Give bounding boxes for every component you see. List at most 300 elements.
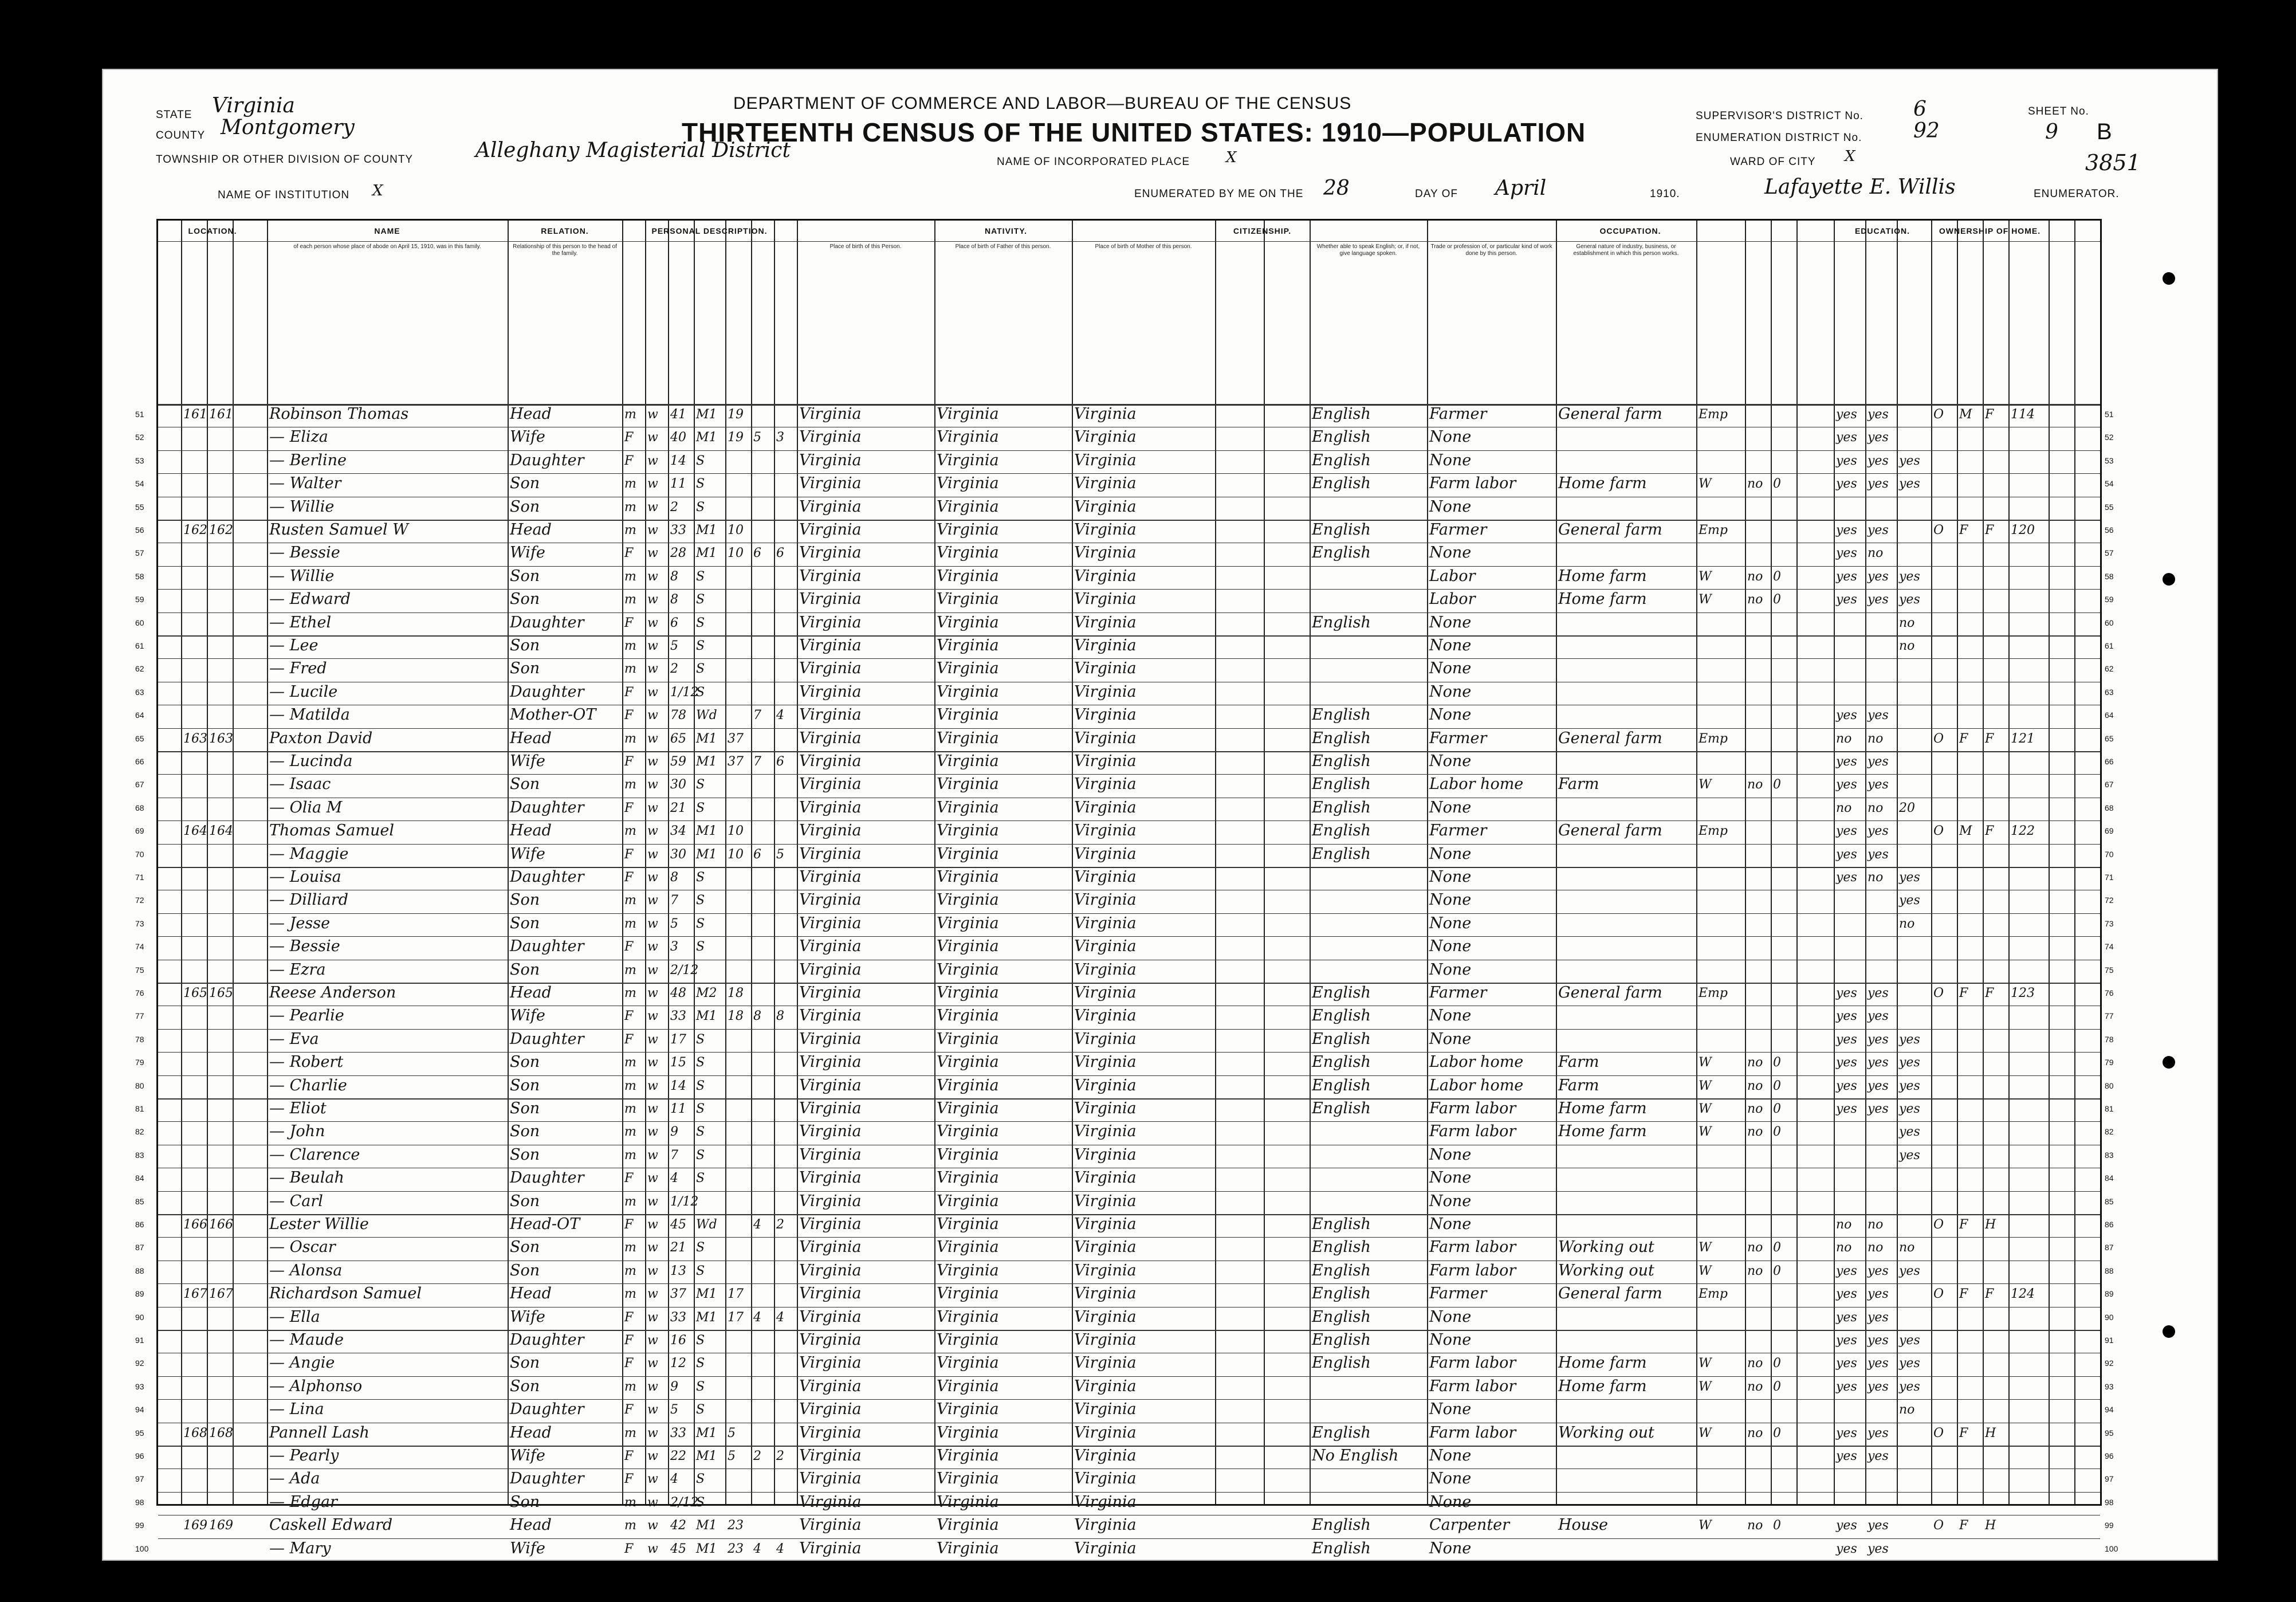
- cell-age: 41: [670, 407, 686, 422]
- cell-yrs: 23: [728, 1541, 744, 1556]
- cell-ow: 0: [1773, 1240, 1781, 1255]
- cell-trade: None: [1429, 1331, 1472, 1349]
- line-number: 66: [2105, 757, 2114, 766]
- line-number: 68: [135, 803, 144, 812]
- cell-lang: English: [1312, 1516, 1371, 1534]
- cell-ow: 0: [1773, 778, 1781, 792]
- cell-rd: yes: [1836, 755, 1857, 769]
- state-label: STATE: [156, 109, 192, 121]
- cell-trade: None: [1429, 914, 1472, 932]
- cell-trade: None: [1429, 960, 1472, 979]
- cell-ch1: 4: [753, 1541, 761, 1556]
- cell-ms: M1: [696, 407, 717, 422]
- township-value: Alleghany Magisterial District: [475, 139, 791, 162]
- cell-ms: M1: [696, 1310, 717, 1325]
- cell-rd: yes: [1836, 523, 1857, 537]
- table-row: [158, 404, 2100, 427]
- cell-mb: Virginia: [1074, 521, 1137, 539]
- cell-ow: 0: [1773, 1426, 1781, 1440]
- cell-trade: None: [1429, 637, 1472, 654]
- cell-ms: S: [696, 870, 705, 885]
- cell-name: — Olia M: [269, 798, 343, 816]
- line-number: 51: [2105, 410, 2114, 419]
- cell-fam: 167: [209, 1287, 233, 1302]
- cell-fb: Virginia: [937, 1238, 999, 1257]
- cell-rd: yes: [1836, 546, 1857, 561]
- cell-fam: 165: [209, 986, 233, 1000]
- cell-rd: yes: [1836, 1102, 1857, 1116]
- cell-mort: F: [1959, 1518, 1968, 1533]
- cell-ch1: 7: [753, 708, 761, 723]
- cell-wr: no: [1868, 1240, 1884, 1255]
- cell-farm: F: [1985, 986, 1994, 1000]
- cell-mort: M: [1959, 407, 1972, 422]
- cell-trade: Farmer: [1429, 1285, 1487, 1303]
- cell-age: 5: [670, 639, 678, 653]
- cell-sch: yes: [1899, 893, 1920, 908]
- cell-farm: F: [1985, 523, 1994, 537]
- cell-name: Paxton David: [269, 729, 373, 747]
- cell-ch2: 3: [776, 430, 784, 445]
- cell-sch: yes: [1899, 1148, 1920, 1163]
- cell-age: 48: [670, 986, 686, 1000]
- enumeration-district-no: 92: [1913, 119, 1940, 143]
- cell-race: w: [647, 546, 658, 561]
- line-number: 100: [135, 1544, 149, 1553]
- cell-name: — Carl: [269, 1192, 323, 1210]
- header-lang: Whether able to speak English; or, if not, give language spoken.: [1316, 244, 1420, 257]
- cell-trade: Labor: [1429, 590, 1476, 608]
- cell-pb: Virginia: [799, 1169, 862, 1187]
- cell-trade: Farmer: [1429, 521, 1487, 539]
- cell-ch1: 2: [753, 1449, 761, 1463]
- cell-name: — Bessie: [269, 937, 340, 956]
- cell-age: 33: [670, 523, 686, 537]
- cell-mb: Virginia: [1074, 405, 1137, 423]
- line-number: 61: [2105, 641, 2114, 650]
- table-row: [158, 1468, 2100, 1491]
- line-number: 90: [135, 1312, 144, 1322]
- cell-pb: Virginia: [799, 752, 862, 770]
- cell-rel: Daughter: [510, 1400, 584, 1419]
- cell-wr: yes: [1868, 1078, 1889, 1093]
- cell-wr: yes: [1868, 1333, 1889, 1348]
- cell-mb: Virginia: [1074, 1539, 1137, 1557]
- cell-rel: Son: [510, 590, 540, 608]
- line-number: 68: [2105, 803, 2114, 812]
- cell-pb: Virginia: [799, 845, 862, 863]
- line-number: 84: [135, 1173, 144, 1183]
- line-number: 78: [2105, 1034, 2114, 1044]
- cell-sex: F: [624, 708, 634, 723]
- cell-cls: W: [1699, 1518, 1712, 1533]
- line-number: 98: [135, 1497, 144, 1507]
- cell-pb: Virginia: [799, 613, 862, 631]
- cell-race: w: [647, 1379, 658, 1394]
- cell-fb: Virginia: [937, 521, 999, 539]
- cell-pb: Virginia: [799, 822, 862, 840]
- cell-ms: S: [696, 778, 705, 792]
- cell-pb: Virginia: [799, 1030, 862, 1048]
- cell-rd: yes: [1836, 778, 1857, 792]
- cell-rd: yes: [1836, 708, 1857, 723]
- cell-age: 16: [670, 1333, 686, 1348]
- group-name: NAME: [374, 226, 400, 235]
- line-number: 76: [2105, 988, 2114, 998]
- line-number: 67: [135, 780, 144, 790]
- cell-fb: Virginia: [937, 914, 999, 932]
- cell-pb: Virginia: [799, 1331, 862, 1349]
- line-number: 52: [2105, 433, 2114, 442]
- table-row: [158, 1075, 2100, 1098]
- cell-ms: S: [696, 1379, 705, 1394]
- cell-pb: Virginia: [799, 682, 862, 701]
- cell-ch2: 8: [776, 1009, 784, 1024]
- cell-rel: Wife: [510, 752, 545, 770]
- cell-rd: no: [1836, 731, 1852, 746]
- cell-wk: no: [1747, 1356, 1763, 1371]
- cell-own: O: [1933, 731, 1944, 746]
- cell-rd: yes: [1836, 1009, 1857, 1024]
- cell-sex: F: [624, 1356, 634, 1371]
- table-row: [158, 1121, 2100, 1144]
- cell-name: — Alphonso: [269, 1377, 363, 1395]
- cell-farm: F: [1985, 824, 1994, 839]
- cell-sch: yes: [1899, 1333, 1920, 1348]
- cell-trade: None: [1429, 451, 1472, 469]
- cell-mb: Virginia: [1074, 637, 1137, 654]
- line-number: 70: [2105, 849, 2114, 859]
- cell-rel: Head: [510, 1423, 552, 1442]
- line-number: 53: [135, 456, 144, 465]
- cell-ms: S: [696, 1171, 705, 1186]
- table-row: [158, 820, 2100, 843]
- cell-pb: Virginia: [799, 1307, 862, 1326]
- cell-lang: English: [1312, 1307, 1371, 1326]
- cell-ms: M2: [696, 986, 717, 1000]
- cell-lang: English: [1312, 706, 1371, 724]
- cell-fam: 162: [209, 523, 233, 537]
- cell-race: w: [647, 1263, 658, 1278]
- table-row: [158, 589, 2100, 612]
- enumeration-month: April: [1495, 176, 1547, 200]
- row-rule: [158, 241, 2100, 242]
- line-number: 78: [135, 1034, 144, 1044]
- cell-sch: yes: [1899, 1263, 1920, 1278]
- cell-name: — Willie: [269, 567, 335, 585]
- cell-rel: Son: [510, 1076, 540, 1094]
- cell-mb: Virginia: [1074, 497, 1137, 516]
- cell-mb: Virginia: [1074, 706, 1137, 724]
- cell-ch1: 7: [753, 755, 761, 769]
- cell-mb: Virginia: [1074, 1447, 1137, 1464]
- cell-ms: M1: [696, 755, 717, 769]
- cell-sex: F: [624, 1009, 634, 1024]
- cell-rel: Wife: [510, 428, 545, 446]
- table-row: [158, 960, 2100, 983]
- cell-rd: yes: [1836, 1379, 1857, 1394]
- cell-cls: W: [1699, 1379, 1712, 1394]
- table-row: [158, 543, 2100, 566]
- cell-lang: English: [1312, 428, 1371, 446]
- cell-wk: no: [1747, 1240, 1763, 1255]
- cell-pb: Virginia: [799, 1238, 862, 1257]
- line-number: 73: [2105, 918, 2114, 928]
- cell-age: 9: [670, 1125, 678, 1140]
- cell-rel: Daughter: [510, 613, 584, 631]
- cell-rel: Wife: [510, 845, 545, 863]
- cell-name: — Lucinda: [269, 752, 353, 770]
- cell-trade: None: [1429, 1539, 1472, 1557]
- cell-race: w: [647, 1055, 658, 1070]
- cell-name: Caskell Edward: [269, 1516, 393, 1534]
- cell-wk: no: [1747, 1263, 1763, 1278]
- cell-dw: 161: [183, 407, 207, 422]
- cell-mort: M: [1959, 824, 1972, 839]
- cell-sex: m: [624, 639, 636, 653]
- cell-rel: Son: [510, 637, 540, 654]
- cell-age: 33: [670, 1310, 686, 1325]
- cell-name: — Pearlie: [269, 1007, 344, 1025]
- cell-wr: yes: [1868, 1287, 1889, 1302]
- cell-yrs: 19: [728, 430, 744, 445]
- cell-lang: English: [1312, 984, 1371, 1002]
- header-trade: Trade or profession of, or particular kind of work done by this person.: [1430, 244, 1552, 257]
- cell-yrs: 10: [728, 847, 744, 862]
- cell-sex: F: [624, 800, 634, 815]
- cell-mb: Virginia: [1074, 544, 1137, 562]
- group-ownership: OWNERSHIP OF HOME.: [1939, 226, 2041, 235]
- cell-ch2: 6: [776, 755, 784, 769]
- cell-ch1: 5: [753, 430, 761, 445]
- cell-sex: m: [624, 963, 636, 977]
- cell-sex: m: [624, 1495, 636, 1510]
- cell-rd: yes: [1836, 477, 1857, 492]
- cell-mb: Virginia: [1074, 1307, 1137, 1326]
- cell-rel: Head: [510, 1516, 552, 1534]
- cell-pb: Virginia: [799, 428, 862, 446]
- cell-rd: yes: [1836, 592, 1857, 607]
- table-row: [158, 612, 2100, 635]
- cell-mb: Virginia: [1074, 937, 1137, 956]
- cell-rel: Son: [510, 1192, 540, 1210]
- cell-race: w: [647, 1449, 658, 1463]
- cell-ms: M1: [696, 1426, 717, 1440]
- enumerated-label: ENUMERATED BY ME ON THE: [1134, 188, 1304, 200]
- county-value: Montgomery: [221, 116, 355, 139]
- line-number: 57: [2105, 548, 2114, 558]
- cell-sex: m: [624, 1287, 636, 1302]
- cell-name: Thomas Samuel: [269, 822, 394, 840]
- cell-yrs: 17: [728, 1310, 744, 1325]
- line-number: 89: [135, 1289, 144, 1299]
- place-label: NAME OF INCORPORATED PLACE: [997, 156, 1190, 168]
- cell-rd: yes: [1836, 870, 1857, 885]
- cell-race: w: [647, 592, 658, 607]
- cell-sex: F: [624, 1403, 634, 1418]
- cell-sch: yes: [1899, 1055, 1920, 1070]
- cell-ms: S: [696, 1148, 705, 1163]
- cell-yrs: 17: [728, 1287, 744, 1302]
- cell-lang: English: [1312, 798, 1371, 816]
- cell-ind: Farm: [1558, 1053, 1599, 1071]
- cell-mb: Virginia: [1074, 1261, 1137, 1279]
- cell-wk: no: [1747, 1379, 1763, 1394]
- cell-lang: English: [1312, 405, 1371, 423]
- cell-age: 7: [670, 893, 678, 908]
- cell-ms: S: [696, 1032, 705, 1047]
- cell-trade: None: [1429, 428, 1472, 446]
- cell-age: 11: [670, 1102, 686, 1116]
- cell-lang: English: [1312, 1354, 1371, 1372]
- cell-name: — Clarence: [269, 1145, 360, 1164]
- cell-age: 7: [670, 1148, 678, 1163]
- enumeration-year: 1910.: [1650, 188, 1680, 200]
- line-number: 83: [135, 1150, 144, 1160]
- cell-ms: S: [696, 916, 705, 931]
- cell-trade: Farmer: [1429, 984, 1487, 1002]
- line-number: 69: [2105, 826, 2114, 836]
- cell-fb: Virginia: [937, 1516, 999, 1534]
- cell-fb: Virginia: [937, 428, 999, 446]
- cell-age: 8: [670, 569, 678, 584]
- cell-trade: Farm labor: [1429, 1354, 1516, 1372]
- sheet-label: SHEET No.: [2028, 105, 2089, 117]
- cell-fb: Virginia: [937, 1307, 999, 1326]
- cell-trade: Labor home: [1429, 1053, 1524, 1071]
- cell-sex: m: [624, 662, 636, 677]
- group-education: EDUCATION.: [1854, 226, 1910, 235]
- cell-fb: Virginia: [937, 1539, 999, 1557]
- punch-hole: [2163, 573, 2175, 586]
- cell-pb: Virginia: [799, 1447, 862, 1464]
- cell-fb: Virginia: [937, 659, 999, 678]
- cell-mb: Virginia: [1074, 868, 1137, 886]
- line-number: 93: [135, 1381, 144, 1391]
- cell-wr: no: [1868, 1218, 1884, 1232]
- cell-trade: Farm labor: [1429, 1423, 1516, 1442]
- cell-yrs: 10: [728, 546, 744, 561]
- cell-own: O: [1933, 1426, 1944, 1440]
- cell-trade: Farm labor: [1429, 1122, 1516, 1141]
- cell-rel: Son: [510, 659, 540, 678]
- cell-cls: W: [1699, 592, 1712, 607]
- cell-pb: Virginia: [799, 914, 862, 932]
- cell-mb: Virginia: [1074, 1169, 1137, 1187]
- cell-ms: M1: [696, 824, 717, 839]
- line-number: 82: [135, 1127, 144, 1137]
- cell-pb: Virginia: [799, 1007, 862, 1025]
- cell-wk: no: [1747, 1102, 1763, 1116]
- cell-trade: Carpenter: [1429, 1516, 1510, 1534]
- line-number: 76: [135, 988, 144, 998]
- cell-cls: Emp: [1699, 523, 1728, 537]
- line-number: 100: [2105, 1544, 2118, 1553]
- cell-race: w: [647, 477, 658, 492]
- cell-fb: Virginia: [937, 544, 999, 562]
- line-number: 56: [135, 525, 144, 535]
- header-fb: Place of birth of Father of this person.: [955, 244, 1051, 250]
- cell-race: w: [647, 731, 658, 746]
- cell-trade: None: [1429, 798, 1472, 816]
- cell-yrs: 10: [728, 824, 744, 839]
- header-ind: General nature of industry, business, or establishment in which this person works.: [1573, 244, 1679, 257]
- cell-fb: Virginia: [937, 613, 999, 631]
- cell-ch1: 8: [753, 1009, 761, 1024]
- cell-fb: Virginia: [937, 497, 999, 516]
- cell-wr: yes: [1868, 755, 1889, 769]
- cell-ind: Working out: [1558, 1238, 1654, 1257]
- cell-age: 21: [670, 1240, 686, 1255]
- cell-ow: 0: [1773, 592, 1781, 607]
- cell-race: w: [647, 569, 658, 584]
- cell-ms: S: [696, 1240, 705, 1255]
- cell-wr: no: [1868, 731, 1884, 746]
- cell-race: w: [647, 407, 658, 422]
- table-row: [158, 1191, 2100, 1214]
- cell-pb: Virginia: [799, 474, 862, 493]
- line-number: 87: [2105, 1243, 2114, 1252]
- cell-name: — Ezra: [269, 960, 326, 979]
- cell-race: w: [647, 1218, 658, 1232]
- cell-sex: F: [624, 755, 634, 769]
- cell-trade: None: [1429, 1493, 1472, 1511]
- census-sheet: [102, 69, 2218, 1561]
- cell-age: 11: [670, 477, 686, 492]
- cell-sch: no: [1899, 615, 1915, 630]
- cell-rel: Head: [510, 729, 552, 747]
- cell-race: w: [647, 1472, 658, 1487]
- cell-name: — Edgar: [269, 1493, 337, 1511]
- sheet-letter: B: [2097, 119, 2112, 144]
- line-number: 71: [135, 873, 144, 882]
- cell-mb: Virginia: [1074, 1100, 1137, 1117]
- cell-race: w: [647, 639, 658, 653]
- cell-sex: m: [624, 778, 636, 792]
- cell-wr: yes: [1868, 1449, 1889, 1463]
- cell-trade: None: [1429, 1215, 1472, 1233]
- cell-ms: S: [696, 1356, 705, 1371]
- line-number: 59: [135, 595, 144, 604]
- line-number: 66: [135, 757, 144, 766]
- cell-rel: Wife: [510, 1447, 545, 1464]
- cell-ch2: 2: [776, 1218, 784, 1232]
- cell-trade: None: [1429, 659, 1472, 678]
- cell-age: 34: [670, 824, 686, 839]
- cell-sched: 124: [2011, 1287, 2035, 1302]
- cell-race: w: [647, 755, 658, 769]
- cell-wr: yes: [1868, 1009, 1889, 1024]
- cell-race: w: [647, 847, 658, 862]
- cell-name: — Lina: [269, 1400, 324, 1419]
- cell-sch: yes: [1899, 870, 1920, 885]
- cell-wk: no: [1747, 1055, 1763, 1070]
- cell-cls: W: [1699, 1426, 1712, 1440]
- cell-sch: yes: [1899, 1032, 1920, 1047]
- cell-own: O: [1933, 407, 1944, 422]
- line-number: 75: [2105, 965, 2114, 975]
- cell-wr: yes: [1868, 1032, 1889, 1047]
- cell-sch: no: [1899, 639, 1915, 653]
- line-number: 85: [135, 1196, 144, 1206]
- cell-age: 12: [670, 1356, 686, 1371]
- cell-rd: yes: [1836, 1541, 1857, 1556]
- cell-sex: m: [624, 1518, 636, 1533]
- cell-fb: Virginia: [937, 1285, 999, 1303]
- cell-fb: Virginia: [937, 637, 999, 654]
- line-number: 61: [135, 641, 144, 650]
- cell-rel: Wife: [510, 1007, 545, 1025]
